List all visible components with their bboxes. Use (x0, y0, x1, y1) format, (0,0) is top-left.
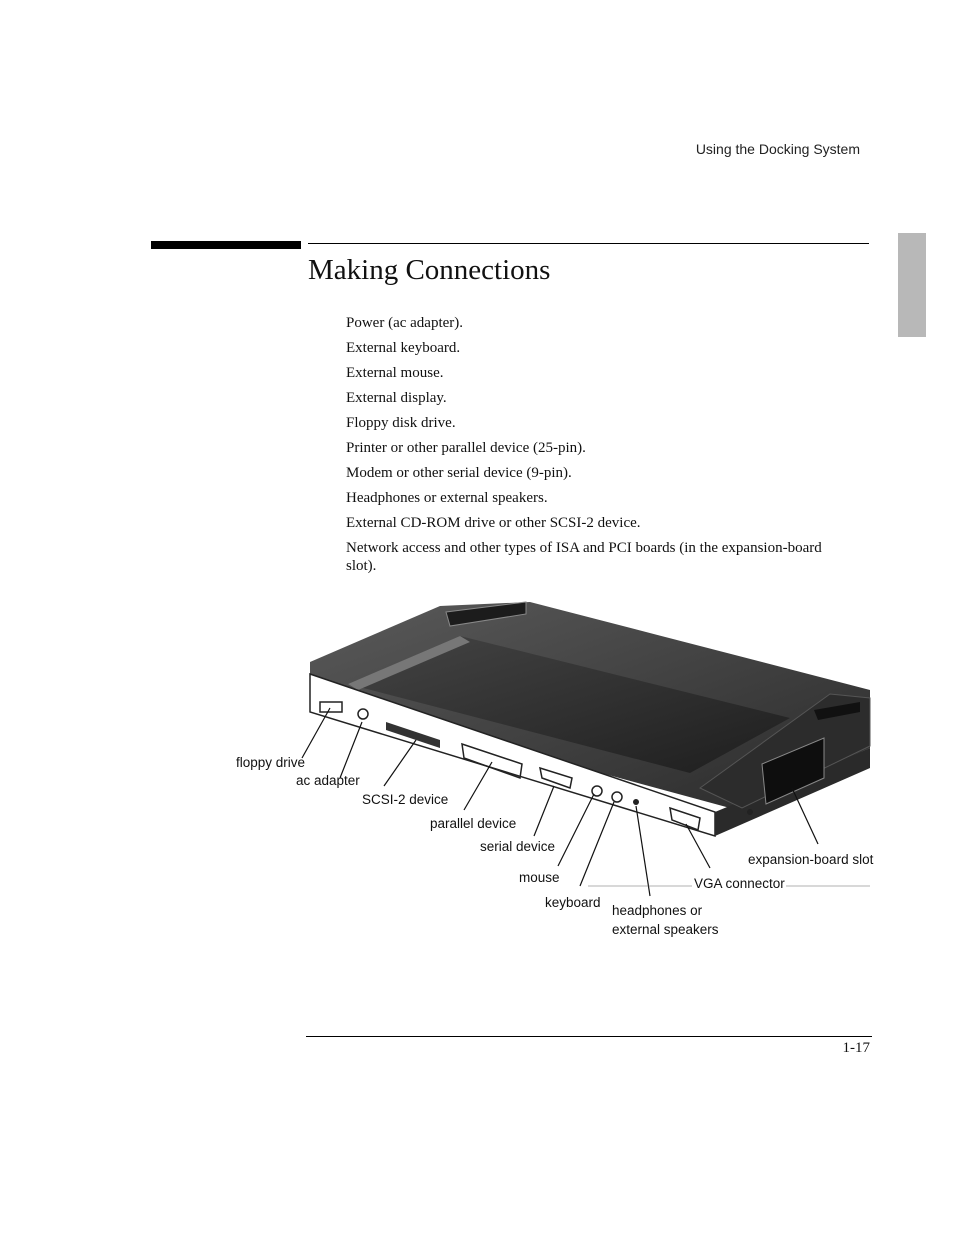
callout-vga-connector: VGA connector (694, 876, 785, 891)
list-item: External CD-ROM drive or other SCSI-2 device. (346, 515, 641, 531)
list-item: Power (ac adapter). (346, 315, 464, 331)
list-item: External mouse. (346, 365, 444, 381)
list-item: Floppy disk drive. (346, 415, 456, 431)
callout-headphones-line1: headphones or (612, 903, 703, 918)
list-item: Printer or other parallel device (25-pin). (346, 440, 586, 456)
heading-rule-thin (308, 243, 869, 244)
list-item: Network access and other types of ISA and PCI boards (in the expansion-board slot). (346, 540, 822, 574)
footer-rule (306, 1036, 872, 1037)
callout-mouse: mouse (519, 870, 560, 885)
callout-ac-adapter: ac adapter (296, 773, 360, 788)
list-item: External keyboard. (346, 340, 461, 356)
callout-floppy-drive: floppy drive (236, 755, 306, 770)
page-title: Making Connections (308, 254, 551, 286)
callout-serial-device: serial device (480, 839, 556, 854)
heading-rule-thick (151, 241, 301, 249)
running-header: Using the Docking System (695, 141, 860, 157)
docking-station-figure (230, 598, 890, 948)
list-item: Modem or other serial device (9-pin). (346, 465, 572, 481)
callout-expansion-slot: expansion-board slot (748, 852, 874, 867)
callout-parallel-device: parallel device (430, 816, 517, 831)
callout-keyboard: keyboard (545, 895, 601, 910)
callout-scsi-device: SCSI-2 device (362, 792, 449, 807)
thumb-tab (898, 233, 926, 337)
list-item: External display. (346, 390, 447, 406)
callout-headphones-line2: external speakers (612, 922, 719, 937)
list-item: Headphones or external speakers. (346, 490, 548, 506)
page-number: 1-17 (842, 1040, 870, 1056)
connection-list (346, 314, 836, 582)
